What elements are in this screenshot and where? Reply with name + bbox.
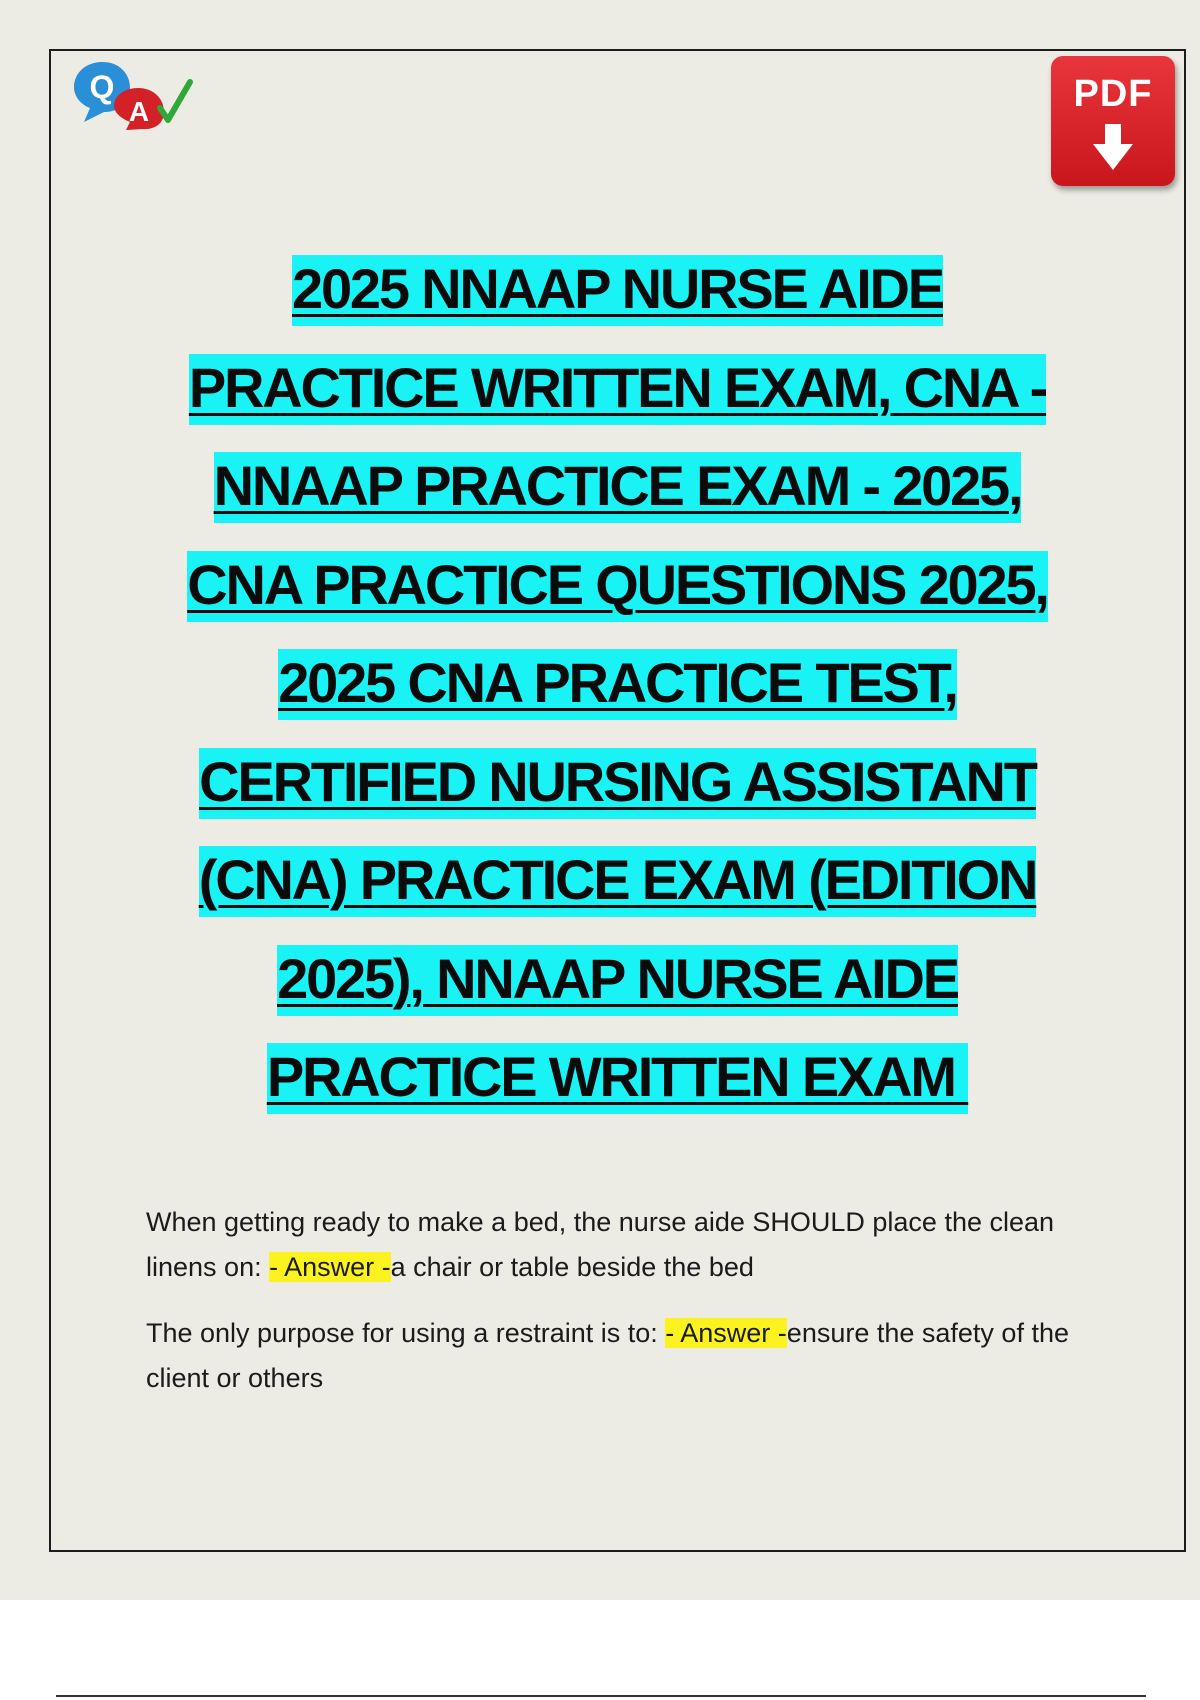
answer-text: a chair or table beside the bed: [390, 1252, 754, 1282]
title-line-text: (CNA) PRACTICE EXAM (EDITION: [199, 846, 1037, 917]
pdf-label: PDF: [1073, 73, 1153, 115]
title-line: [60, 240, 1175, 339]
title-line-text: PRACTICE WRITTEN EXAM, CNA -: [189, 354, 1046, 425]
qa-item: [146, 1311, 1086, 1401]
title-line-text: NNAAP PRACTICE EXAM - 2025,: [214, 452, 1022, 523]
qa-logo-icon: [68, 58, 198, 130]
logo-q-letter: Q: [89, 69, 115, 105]
title-line: [60, 930, 1175, 1029]
checkmark-icon: [160, 82, 190, 120]
answer-text: ensure the safety of the client or others: [146, 1318, 1069, 1393]
title-line: [60, 634, 1175, 733]
question-text: When getting ready to make a bed, the nurse aide SHOULD place the clean linens on:: [146, 1207, 1055, 1282]
qa-item: [146, 1200, 1086, 1290]
title-line: [60, 536, 1175, 635]
title-line-text: PRACTICE WRITTEN EXAM: [267, 1043, 968, 1114]
title-line-text: CNA PRACTICE QUESTIONS 2025,: [187, 551, 1048, 622]
title-line: [60, 437, 1175, 536]
title-line-text: 2025 NNAAP NURSE AIDE: [292, 255, 943, 326]
question-text: The only purpose for using a restraint is to:: [146, 1318, 666, 1348]
document-title: [60, 240, 1175, 1127]
qa-section: [146, 1200, 1086, 1422]
title-line: [60, 1028, 1175, 1127]
answer-tag: - Answer -: [269, 1252, 391, 1282]
answer-tag: - Answer -: [665, 1318, 787, 1348]
title-line: [60, 831, 1175, 930]
pdf-download-button[interactable]: [1051, 56, 1175, 186]
title-line: [60, 339, 1175, 438]
title-line-text: 2025), NNAAP NURSE AIDE: [277, 945, 958, 1016]
title-line-text: 2025 CNA PRACTICE TEST,: [278, 649, 957, 720]
page-divider: [56, 1695, 1146, 1697]
title-line: [60, 733, 1175, 832]
download-arrow-icon: [1093, 124, 1133, 170]
logo-a-letter: A: [128, 96, 150, 127]
title-line-text: CERTIFIED NURSING ASSISTANT: [199, 748, 1036, 819]
